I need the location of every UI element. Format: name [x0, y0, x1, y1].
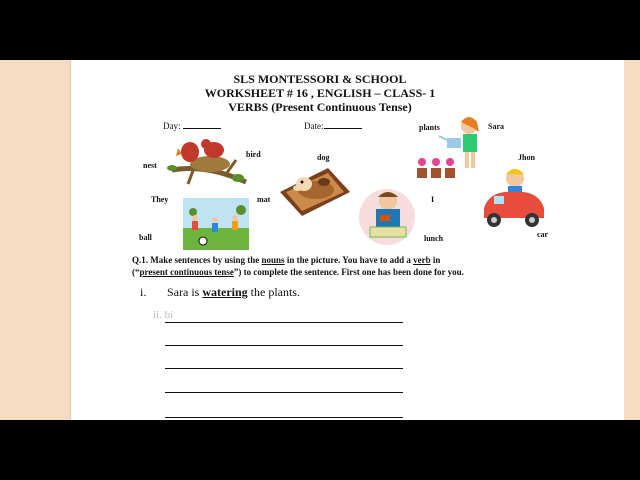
question-1: [132, 254, 552, 278]
label-sara: Sara: [488, 122, 504, 131]
worksheet-topic: VERBS (Present Continuous Tense): [228, 100, 412, 114]
example-after: the plants.: [250, 285, 300, 299]
label-jhon: Jhon: [518, 153, 535, 162]
label-plants: plants: [419, 123, 440, 132]
school-name: SLS MONTESSORI & SCHOOL: [233, 72, 407, 86]
answer-line: [165, 345, 403, 346]
answer-line: [165, 392, 403, 393]
bird-nest-illustration: [166, 134, 252, 190]
label-ball: ball: [139, 233, 152, 242]
label-bird: bird: [246, 150, 261, 159]
left-margin-strip: [0, 60, 71, 420]
question-part4: (“: [132, 267, 140, 277]
example-verb: watering: [202, 285, 248, 299]
girl-watering-plants-illustration: [415, 112, 487, 186]
example-numeral: i.: [140, 285, 147, 299]
boy-lunch-illustration: [358, 185, 416, 249]
question-part1: Make sentences by using the: [150, 255, 260, 265]
question-number: Q.1.: [132, 255, 149, 265]
dog-mat-illustration: [276, 162, 352, 218]
answer-line: [165, 417, 403, 418]
tense-phrase: present continuous tense: [139, 267, 234, 277]
label-i: I: [431, 195, 435, 204]
worksheet-page: [0, 60, 640, 420]
worksheet-title: WORKSHEET # 16 , ENGLISH – CLASS- 1: [204, 86, 436, 100]
verb-word: verb: [413, 255, 431, 265]
question-part3: in: [432, 255, 441, 265]
label-they: They: [151, 195, 169, 204]
answer-line: [165, 368, 403, 369]
label-car: car: [537, 230, 549, 239]
label-nest: nest: [143, 161, 157, 170]
nouns-word: nouns: [261, 255, 285, 265]
faint-item-ii: ii. bi: [153, 309, 174, 321]
date-label: Date:: [304, 121, 324, 131]
right-margin-strip: [624, 60, 640, 420]
date-field: [304, 120, 362, 131]
label-lunch: lunch: [424, 234, 444, 243]
question-part5: ”) to complete the sentence. First one has been done for you.: [233, 267, 464, 277]
day-blank: [183, 120, 221, 129]
date-blank: [324, 120, 362, 129]
children-playing-illustration: [183, 198, 249, 250]
example-sentence: [167, 285, 300, 300]
day-field: [163, 120, 221, 131]
example-before: Sara is: [167, 285, 200, 299]
answer-line: [165, 322, 403, 323]
day-label: Day:: [163, 121, 181, 131]
label-mat: mat: [257, 195, 271, 204]
label-dog: dog: [317, 153, 330, 162]
boy-car-illustration: [480, 164, 546, 232]
question-part2: in the picture. You have to add a: [286, 255, 411, 265]
